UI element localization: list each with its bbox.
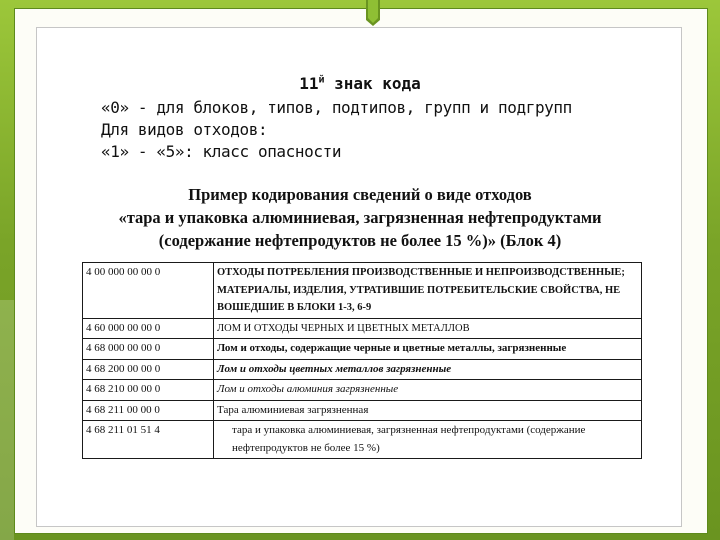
example-line: «тара и упаковка алюминиевая, загрязненная нефтепродуктами (118, 208, 602, 227)
description-cell: Тара алюминиевая загрязненная (214, 400, 642, 421)
code-cell: 4 68 211 00 00 0 (83, 400, 214, 421)
description-cell: Лом и отходы алюминия загрязненные (214, 380, 642, 401)
example-line: (содержание нефтепродуктов не более 15 %)» (Блок 4) (158, 231, 562, 250)
heading-superscript: й (318, 74, 325, 86)
table-row (83, 400, 642, 421)
table-row (83, 318, 642, 339)
table-row (83, 359, 642, 380)
description-cell: ОТХОДЫ ПОТРЕБЛЕНИЯ ПРОИЗВОДСТВЕННЫЕ И НЕПРОИЗВОДСТВЕННЫЕ; МАТЕРИАЛЫ, ИЗДЕЛИЯ, УТРАТИВШИЕ ПОТРЕБИТЕЛЬСКИЕ СВОЙСТВА, НЕ ВОШЕДШИЕ В БЛОКИ 1-3, 6-9 (214, 263, 642, 319)
code-cell: 4 68 211 01 51 4 (83, 421, 214, 459)
heading-number: 11 (299, 74, 319, 93)
heading-text: знак кода (324, 74, 421, 93)
description-cell: Лом и отходы, содержащие черные и цветные металлы, загрязненные (214, 339, 642, 360)
example-line: Пример кодирования сведений о виде отходов (188, 185, 532, 204)
code-cell: 4 68 000 00 00 0 (83, 339, 214, 360)
waste-code-table (82, 262, 642, 459)
code-cell: 4 60 000 00 00 0 (83, 318, 214, 339)
table-row (83, 380, 642, 401)
table-row (83, 339, 642, 360)
code-rule-line: «0» - для блоков, типов, подтипов, групп и подгрупп (101, 98, 572, 117)
page-title (0, 74, 720, 93)
description-cell: ЛОМ И ОТХОДЫ ЧЕРНЫХ И ЦВЕТНЫХ МЕТАЛЛОВ (214, 318, 642, 339)
code-cell: 4 68 210 00 00 0 (83, 380, 214, 401)
code-rule-line: «1» - «5»: класс опасности (101, 142, 342, 161)
code-cell: 4 00 000 00 00 0 (83, 263, 214, 319)
background-stripe (0, 300, 14, 540)
code-cell: 4 68 200 00 00 0 (83, 359, 214, 380)
table-row (83, 263, 642, 319)
description-cell: тара и упаковка алюминиевая, загрязненная нефтепродуктами (содержание нефтепродуктов не более 15 %) (214, 421, 642, 459)
chevron-arrow-icon (366, 0, 380, 26)
example-caption (60, 183, 660, 252)
table-row (83, 421, 642, 459)
description-cell: Лом и отходы цветных металлов загрязненные (214, 359, 642, 380)
code-rule-line: Для видов отходов: (101, 120, 268, 139)
